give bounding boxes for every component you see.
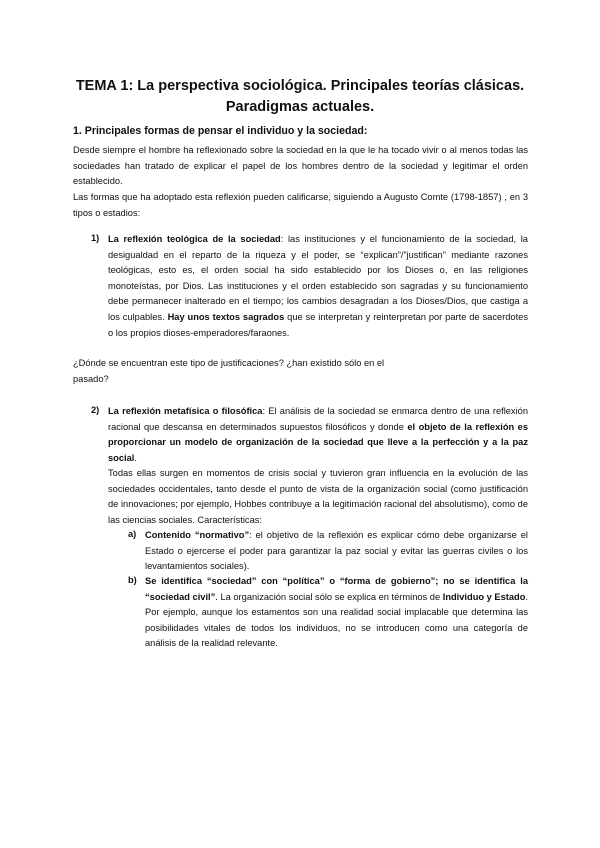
item2-bold-lead: La reflexión metafísica o filosófica	[108, 406, 263, 416]
intro-paragraph-2: Las formas que ha adoptado esta reflexión pueden calificarse, siguiendo a Augusto Comte (1798-1857) , en 3 tipos o estadios:	[73, 192, 528, 218]
sub-b-bold-2: Individuo y Estado	[442, 591, 526, 602]
list-number-1: 1)	[91, 233, 100, 243]
sub-a-bold: Contenido “normativo”	[145, 530, 250, 540]
item1-bold-mid: Hay unos textos sagrados	[167, 311, 285, 322]
sub-label-a: a)	[128, 529, 137, 539]
document-title: TEMA 1: La perspectiva sociológica. Principales teorías clásicas. Paradigmas actuales.	[75, 78, 525, 115]
sub-b-bold-1: Se identifica “sociedad” con “política” o “forma de gobierno”; no se identifica la “sociedad civil”	[145, 576, 528, 602]
sub-item-b	[145, 574, 528, 652]
sub-label-b: b)	[128, 575, 137, 585]
item1-text-b: que se interpretan y reinterpretan por parte de sacerdotes o los propios dioses-emperadores/faraones.	[108, 311, 528, 338]
sub-a-text: : el objetivo de la reflexión es explicar cómo debe organizarse el Estado o ejercerse el poder para garantizar la paz social y evitar las guerras civiles o los levantamientos sociales).	[145, 530, 528, 572]
item2-text-a: : El análisis de la sociedad se enmarca dentro de una reflexión racional que descansa en determinados supuestos filosóficos y donde	[108, 406, 528, 432]
sub-b-text-2: . Por ejemplo, aunque los estamentos son una realidad social implacable que determina las posibilidades vitales de todos los individuos, no se introducen como una categoría de análisis de la realidad relevante.	[145, 591, 528, 649]
sub-b-text-1: . La organización social sólo se explica en términos de	[215, 591, 443, 602]
item1-text-a: : las instituciones y el funcionamiento de la sociedad, la desigualdad en el reparto de la riqueza y el poder, se “explican”/”justifican” mediante razones teológicas, esto es, el orden social ha sido establecido por los Dioses o, en las religiones monoteístas, por Dios. Las instituciones y el orden establecido son sagradas y su funcionamiento debe permanecer inalterado en el tiempo; los cambios desagradan a los Dioses/Dios, que castiga a los culpables.	[108, 234, 528, 322]
sub-item-a	[145, 528, 528, 575]
section-heading: 1. Principales formas de pensar el individuo y la sociedad:	[73, 125, 368, 137]
intro-paragraph-1: Desde siempre el hombre ha reflexionado sobre la sociedad en la que le ha tocado vivir o al menos todas las sociedades han tratado de explicar el papel de los hombres dentro de la sociedad y legitimar el orden establecido.	[73, 145, 528, 187]
list-number-2: 2)	[91, 405, 100, 415]
list-item-metaphysical	[108, 404, 528, 466]
question-paragraph: ¿Dónde se encuentran este tipo de justificaciones? ¿han existido sólo en el pasado?	[73, 358, 385, 384]
list-item-theological	[108, 232, 528, 341]
item2-bold-mid: el objeto de la reflexión es proporcionar un modelo de organización de la sociedad que lleve a la perfección y a la paz social	[108, 421, 528, 463]
item2-text-b: .	[134, 452, 137, 463]
item1-bold-lead: La reflexión teológica de la sociedad	[108, 234, 281, 244]
item2-paragraph-2: Todas ellas surgen en momentos de crisis social y tuvieron gran influencia en la evolución de las sociedades occidentales, tanto desde el punto de vista de la organización social (como justificación de innovaciones; por ejemplo, Hobbes contribuye a la legitimación racional del absolutismo), como de las ciencias sociales. Características:	[108, 468, 528, 525]
